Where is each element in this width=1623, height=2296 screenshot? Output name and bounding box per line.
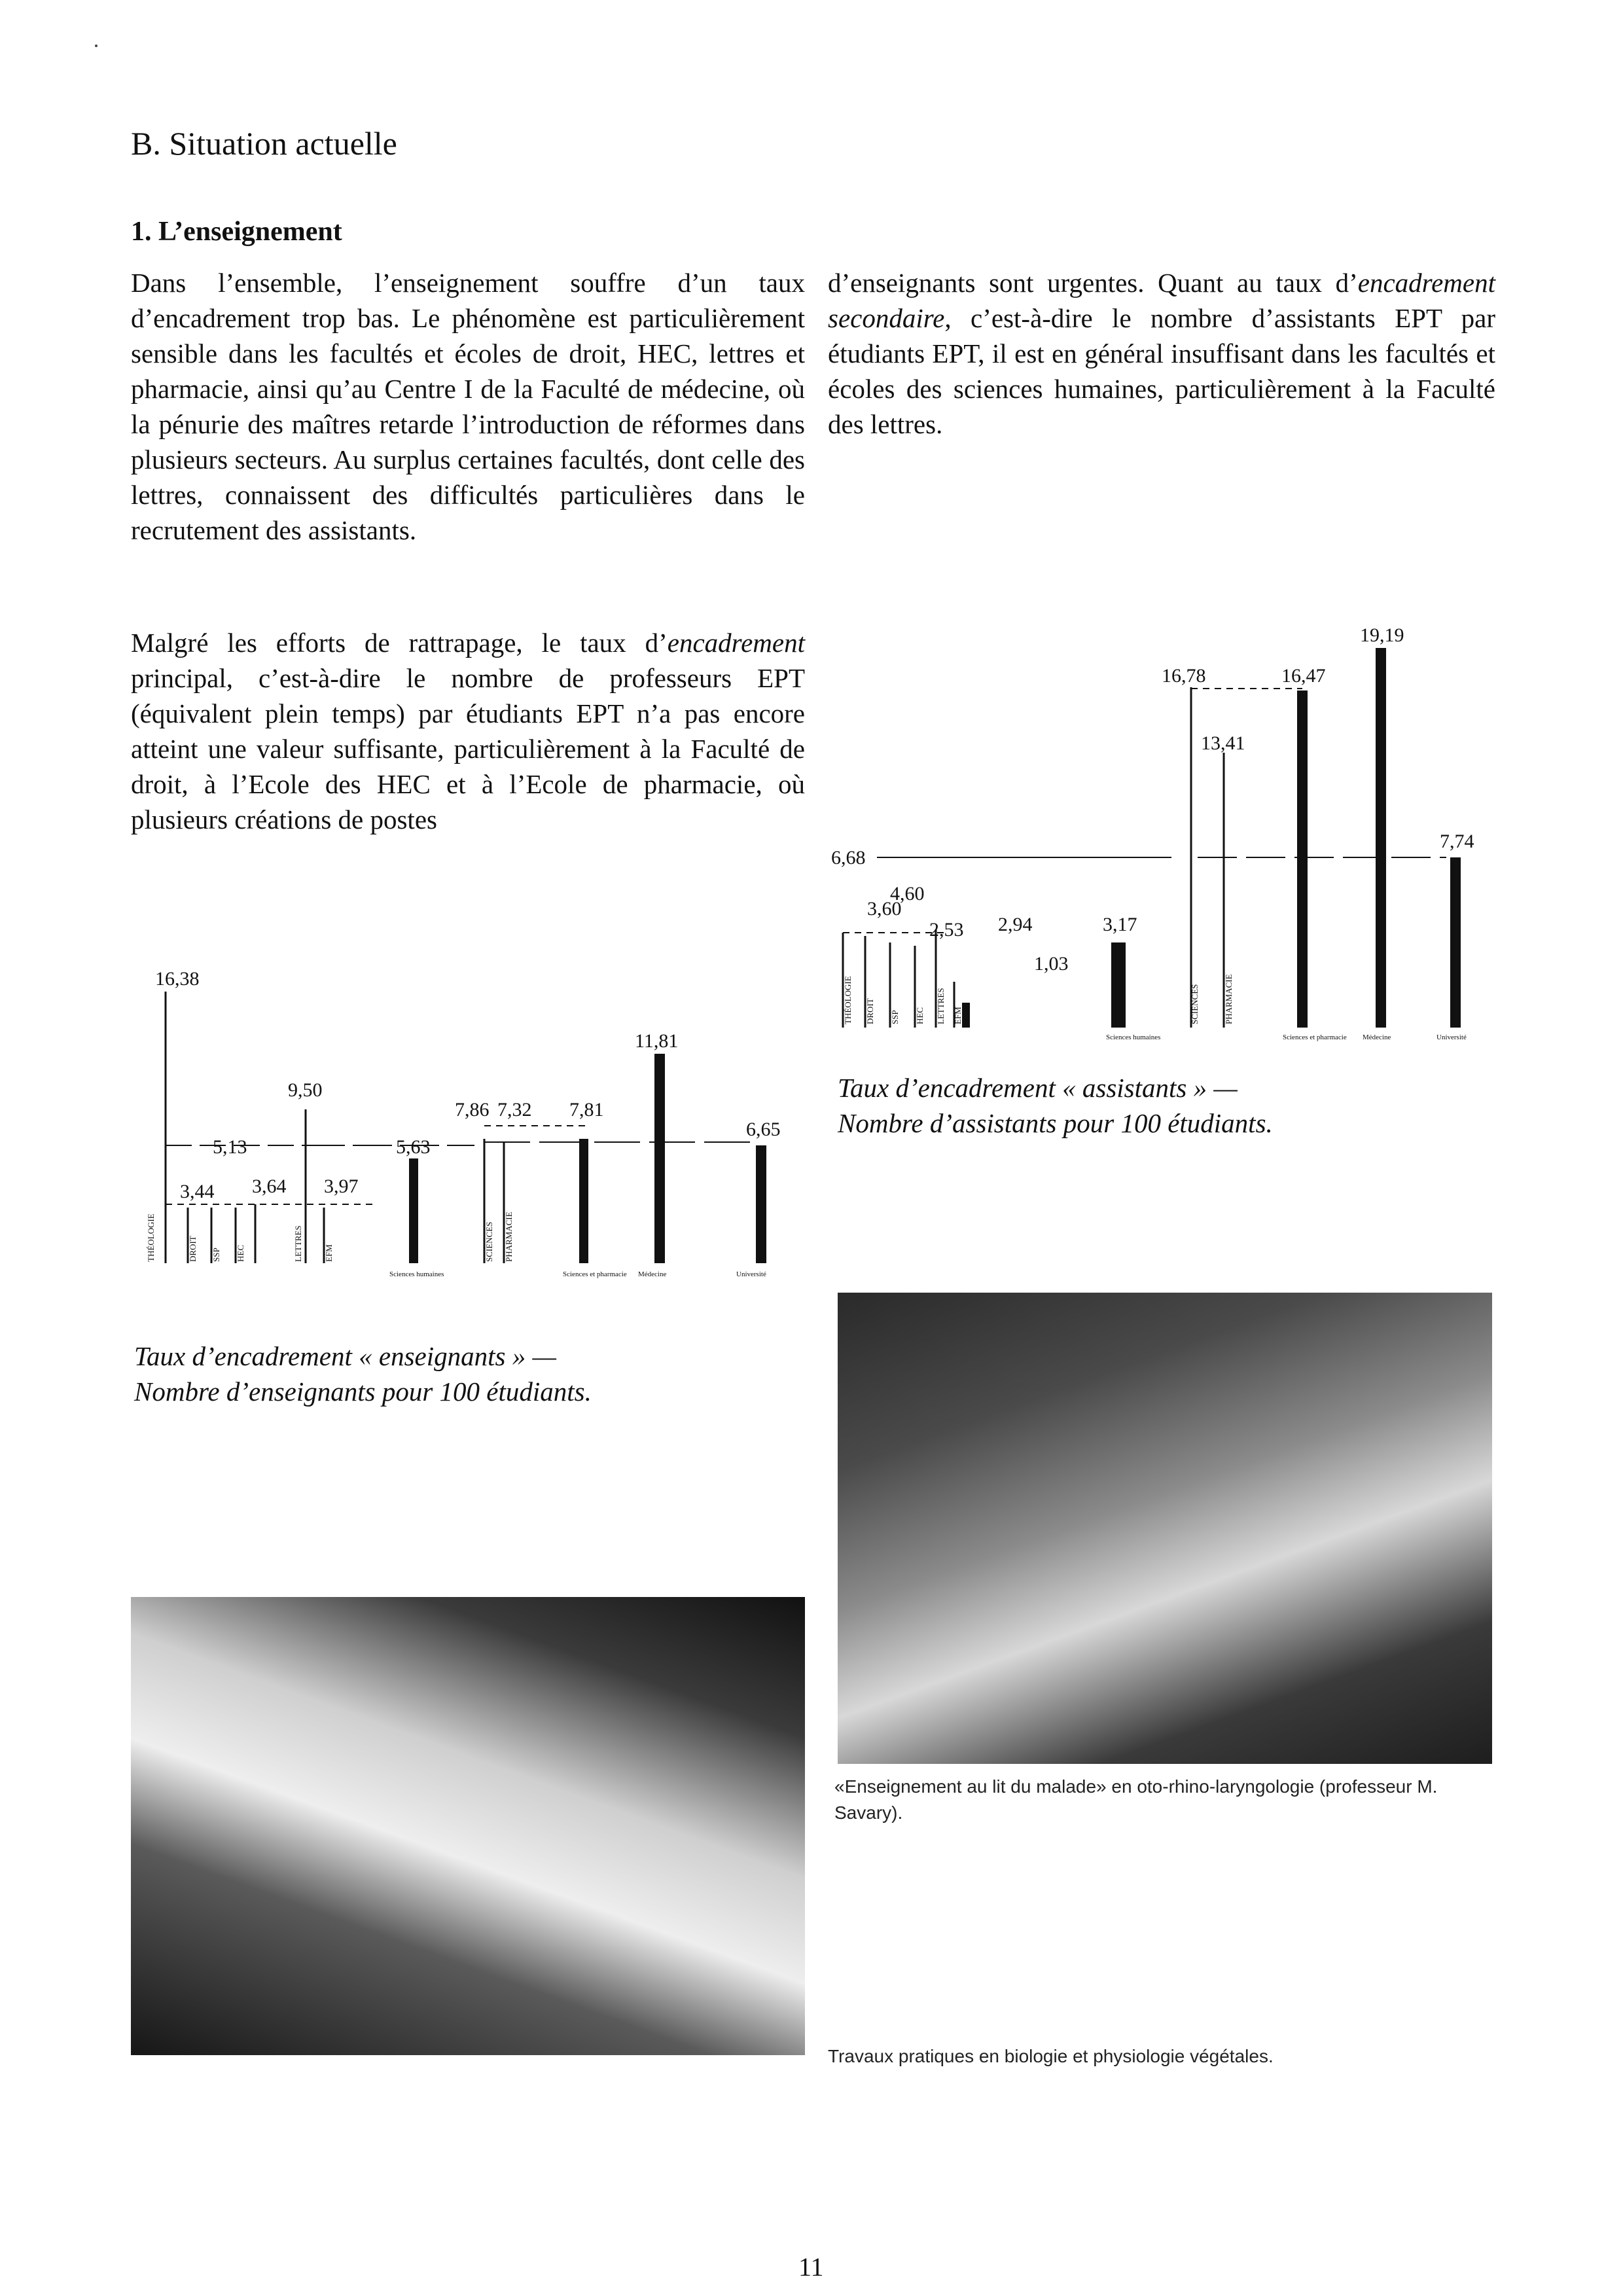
cat-lettres: LETTRES bbox=[936, 988, 946, 1024]
label-13-41: 13,41 bbox=[1201, 732, 1245, 754]
caption-enseignants-line-1: Taux d’encadrement « enseignants » — bbox=[134, 1341, 556, 1371]
bar-universite bbox=[756, 1145, 766, 1263]
group-medecine: Médecine bbox=[638, 1270, 667, 1278]
bar-sciences-pharmacie-total bbox=[579, 1139, 588, 1263]
bar-efm-fill bbox=[962, 1003, 970, 1028]
group-sciences-pharmacie: Sciences et pharmacie bbox=[1283, 1033, 1347, 1041]
chart-assistants bbox=[831, 602, 1492, 1047]
label-7-86: 7,86 bbox=[455, 1099, 490, 1121]
cat-theologie: THÉOLOGIE bbox=[146, 1213, 156, 1262]
label-1-03: 1,03 bbox=[1034, 953, 1069, 975]
photo-lab-practicals bbox=[131, 1597, 805, 2055]
label-19-19: 19,19 bbox=[1360, 624, 1404, 646]
label-7-32: 7,32 bbox=[497, 1099, 532, 1121]
label-3-44: 3,44 bbox=[180, 1181, 215, 1202]
cat-efm: EFM bbox=[953, 1007, 963, 1024]
group-sciences-humaines: Sciences humaines bbox=[1106, 1033, 1161, 1041]
label-5-63: 5,63 bbox=[396, 1136, 431, 1158]
cat-ssp: SSP bbox=[211, 1247, 221, 1262]
caption-enseignants bbox=[134, 1338, 592, 1409]
cat-theologie: THÉOLOGIE bbox=[843, 976, 853, 1024]
cat-lettres: LETTRES bbox=[293, 1225, 303, 1262]
photo-caption-2: Travaux pratiques en biologie et physiologie végétales. bbox=[828, 2046, 1274, 2066]
cat-hec: HEC bbox=[236, 1245, 245, 1262]
cat-pharmacie: PHARMACIE bbox=[1224, 974, 1234, 1024]
photo-caption-1: «Enseignement au lit du malade» en oto-rhino-laryngologie (professeur M. Savary). bbox=[834, 1776, 1438, 1823]
group-medecine: Médecine bbox=[1363, 1033, 1391, 1041]
cat-efm: EFM bbox=[324, 1244, 334, 1262]
bar-medecine bbox=[654, 1054, 665, 1263]
group-universite: Université bbox=[736, 1270, 766, 1278]
sub-title: 1. L’enseignement bbox=[131, 217, 342, 247]
label-6-68: 6,68 bbox=[831, 847, 866, 869]
cat-hec: HEC bbox=[915, 1007, 925, 1024]
label-4-60: 4,60 bbox=[890, 883, 925, 905]
bar-universite bbox=[1450, 857, 1461, 1028]
bar-sciences-humaines-total bbox=[1111, 942, 1126, 1028]
label-3-97: 3,97 bbox=[324, 1175, 359, 1197]
caption-assistants bbox=[838, 1070, 1273, 1141]
label-16-38: 16,38 bbox=[155, 968, 200, 990]
label-2-53: 2,53 bbox=[929, 919, 964, 941]
cat-sciences: SCIENCES bbox=[1190, 984, 1200, 1024]
label-11-81: 11,81 bbox=[635, 1030, 679, 1052]
caption-assistants-line-2: Nombre d’assistants pour 100 étudiants. bbox=[838, 1108, 1273, 1138]
paragraph-1: Dans l’ensemble, l’enseignement souffre d’un taux d’encadrement trop bas. Le phénomène est particulièrement sensible dans les facultés et écoles de droit, HEC, lettres et pharmacie, ainsi qu’au Centre I de la Faculté de médecine, où la pénurie des maîtres retarde l’introduction de réformes dans plusieurs secteurs. Au surplus certaines facultés, dont celle des lettres, connaissent des difficultés particulières dans le recrutement des assistants. bbox=[131, 268, 805, 545]
label-9-50: 9,50 bbox=[288, 1079, 323, 1101]
chart-assistants-bars bbox=[843, 648, 1461, 1028]
label-5-13: 5,13 bbox=[213, 1136, 247, 1158]
caption-assistants-line-1: Taux d’encadrement « assistants » — bbox=[838, 1073, 1238, 1103]
cat-ssp: SSP bbox=[890, 1010, 900, 1024]
label-6-65: 6,65 bbox=[746, 1119, 781, 1140]
label-2-94: 2,94 bbox=[998, 914, 1033, 935]
cat-droit: DROIT bbox=[188, 1236, 198, 1262]
bar-medecine bbox=[1376, 648, 1386, 1028]
cat-pharmacie: PHARMACIE bbox=[504, 1211, 514, 1262]
group-universite: Université bbox=[1436, 1033, 1467, 1041]
paragraph-3: d’enseignants sont urgentes. Quant au taux d’encadrement secondaire, c’est-à-dire le nombre d’assistants EPT par étudiants EPT, il est en général insuffisant dans les facultés et écoles des sciences humaines, particulièrement à la Faculté des lettres. bbox=[828, 268, 1495, 439]
page-number: 11 bbox=[798, 2252, 824, 2282]
label-7-81: 7,81 bbox=[569, 1099, 604, 1121]
cat-sciences: SCIENCES bbox=[484, 1221, 494, 1262]
paragraph-2: Malgré les efforts de rattrapage, le taux d’encadrement principal, c’est-à-dire le nombre de professeurs EPT (équivalent plein temps) par étudiants EPT n’a pas encore atteint une valeur suffisante, particulièrement à la Faculté de droit, à l’Ecole des HEC et à l’Ecole de pharmacie, où plusieurs créations de postes bbox=[131, 628, 805, 834]
label-16-47: 16,47 bbox=[1281, 665, 1326, 687]
label-3-64: 3,64 bbox=[252, 1175, 287, 1197]
scan-speck bbox=[95, 45, 98, 47]
label-7-74: 7,74 bbox=[1440, 831, 1474, 852]
bar-sciences-humaines-total bbox=[409, 1158, 418, 1263]
photo-ent-teaching bbox=[838, 1293, 1492, 1764]
label-3-17: 3,17 bbox=[1103, 914, 1137, 935]
group-sciences-pharmacie: Sciences et pharmacie bbox=[563, 1270, 627, 1278]
group-sciences-humaines: Sciences humaines bbox=[389, 1270, 444, 1278]
bar-pharmacie bbox=[1297, 691, 1308, 1028]
label-3-60: 3,60 bbox=[867, 898, 902, 920]
chart-enseignants bbox=[128, 949, 808, 1316]
label-16-78: 16,78 bbox=[1162, 665, 1206, 687]
cat-droit: DROIT bbox=[865, 998, 875, 1024]
caption-enseignants-line-2: Nombre d’enseignants pour 100 étudiants. bbox=[134, 1376, 592, 1407]
section-title: B. Situation actuelle bbox=[131, 125, 397, 162]
